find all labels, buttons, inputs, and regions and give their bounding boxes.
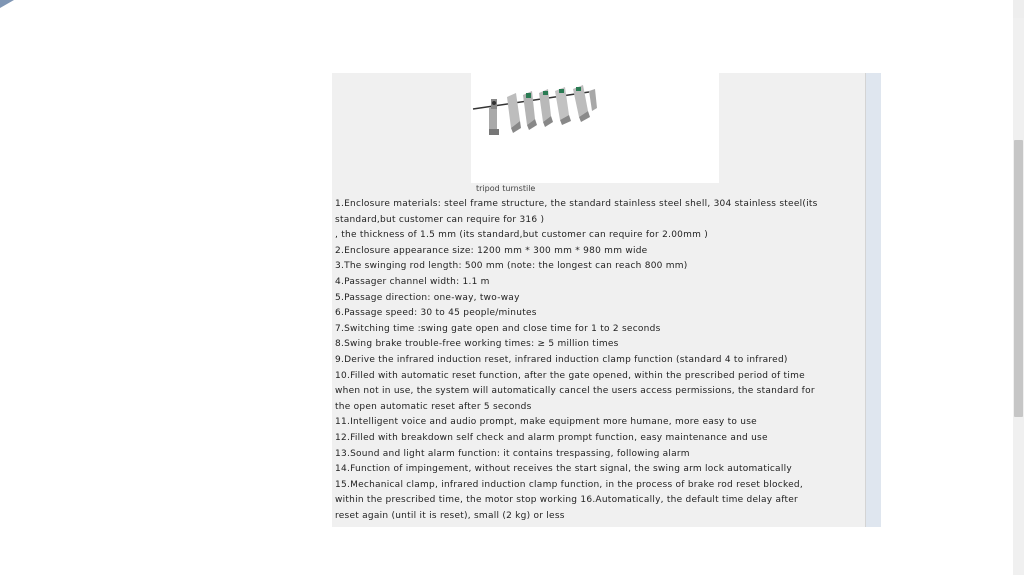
spec-line: 6.Passage speed: 30 to 45 people/minutes (335, 308, 537, 319)
spec-line: 5.Passage direction: one-way, two-way (335, 292, 520, 303)
spec-line: 4.Passager channel width: 1.1 m (335, 276, 490, 287)
spec-line: 14.Function of impingement, without receives the start signal, the swing arm lock automatically (335, 464, 792, 475)
corner-fold-icon (0, 0, 14, 8)
turnstile-illustration (471, 73, 719, 183)
vertical-scrollbar[interactable] (1013, 18, 1024, 575)
spec-line: 3.The swinging rod length: 500 mm (note: the longest can reach 800 mm) (335, 261, 688, 272)
product-image (471, 73, 719, 183)
scrollbar-thumb[interactable] (1014, 140, 1023, 417)
spec-line: within the prescribed time, the motor stop working 16.Automatically, the default time delay after (335, 495, 798, 506)
spec-line: 11.Intelligent voice and audio prompt, make equipment more humane, more easy to use (335, 417, 757, 428)
spec-line: , the thickness of 1.5 mm (its standard,but customer can require for 2.00mm ) (335, 230, 709, 241)
product-caption: tripod turnstile (476, 184, 536, 193)
spec-line: reset again (until it is reset), small (2 kg) or less (335, 510, 565, 521)
spec-line: 2.Enclosure appearance size: 1200 mm * 300 mm * 980 mm wide (335, 245, 648, 256)
spec-line: 9.Derive the infrared induction reset, infrared induction clamp function (standard 4 to infrared) (335, 354, 788, 365)
spec-list (335, 197, 865, 524)
product-description-panel (332, 73, 865, 527)
spec-line: 13.Sound and light alarm function: it contains trespassing, following alarm (335, 448, 690, 459)
spec-line: 7.Switching time :swing gate open and close time for 1 to 2 seconds (335, 323, 661, 334)
spec-line: 15.Mechanical clamp, infrared induction clamp function, in the process of brake rod reset blocked, (335, 479, 803, 490)
window-top-band (1013, 0, 1024, 18)
spec-line: the open automatic reset after 5 seconds (335, 401, 532, 412)
spec-line: 1.Enclosure materials: steel frame structure, the standard stainless steel shell, 304 stainless steel(its (335, 199, 818, 209)
spec-line: 8.Swing brake trouble-free working times: ≥ 5 million times (335, 339, 619, 350)
spec-line: when not in use, the system will automatically cancel the users access permissions, the standard for (335, 386, 815, 397)
spec-line: 12.Filled with breakdown self check and alarm prompt function, easy maintenance and use (335, 432, 768, 443)
spec-line: 10.Filled with automatic reset function, after the gate opened, within the prescribed period of time (335, 370, 805, 381)
side-strip (866, 73, 881, 527)
spec-line: standard,but customer can require for 316 ) (335, 214, 545, 225)
